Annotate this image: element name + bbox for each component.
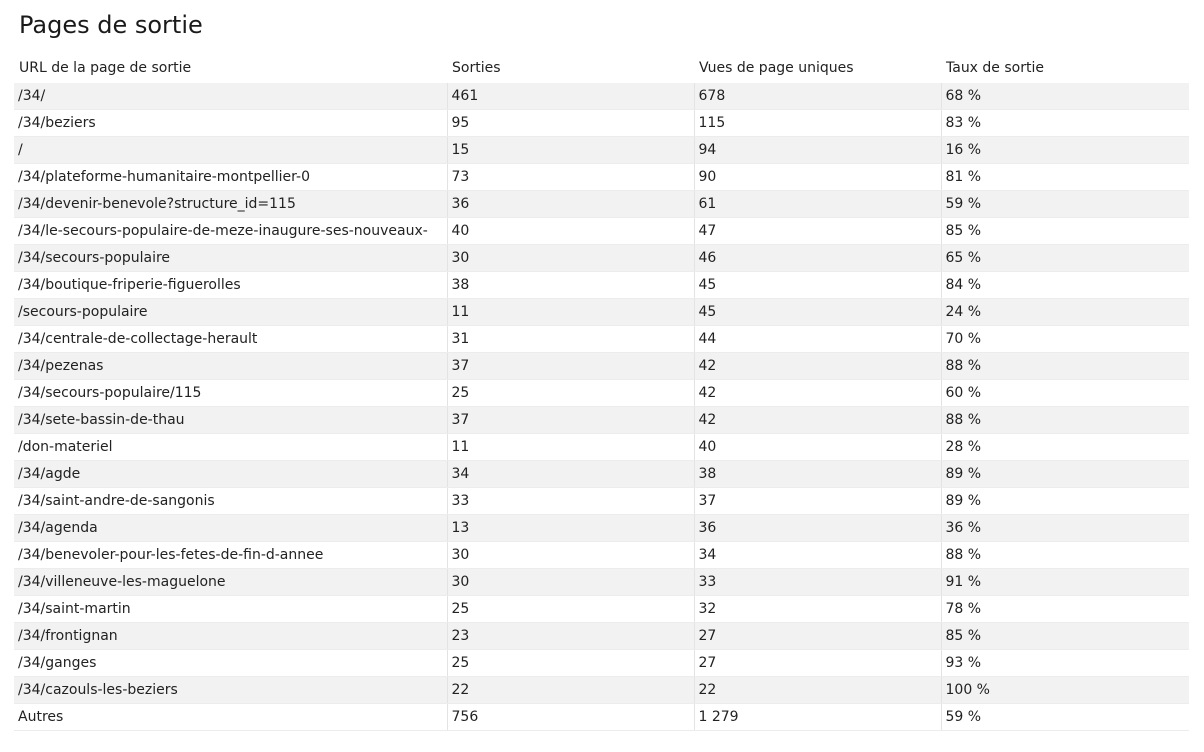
cell-exits: 15	[447, 137, 694, 164]
cell-exits: 461	[447, 83, 694, 110]
cell-exit-rate: 88 %	[941, 542, 1189, 569]
cell-url[interactable]: /34/pezenas	[14, 353, 447, 380]
table-row	[14, 596, 1189, 623]
cell-unique-views: 61	[694, 191, 941, 218]
cell-exits: 30	[447, 569, 694, 596]
cell-url[interactable]: /34/sete-bassin-de-thau	[14, 407, 447, 434]
cell-url[interactable]: /34/le-secours-populaire-de-meze-inaugure-ses-nouveaux-	[14, 218, 447, 245]
table-row	[14, 326, 1189, 353]
cell-url[interactable]: /34/boutique-friperie-figuerolles	[14, 272, 447, 299]
table-row	[14, 299, 1189, 326]
cell-url[interactable]: /34/devenir-benevole?structure_id=115	[14, 191, 447, 218]
cell-url[interactable]: /34/saint-andre-de-sangonis	[14, 488, 447, 515]
cell-url[interactable]: /34/centrale-de-collectage-herault	[14, 326, 447, 353]
cell-unique-views: 45	[694, 299, 941, 326]
cell-exits: 40	[447, 218, 694, 245]
table-row	[14, 461, 1189, 488]
table-row	[14, 677, 1189, 704]
cell-exits: 37	[447, 407, 694, 434]
cell-unique-views: 44	[694, 326, 941, 353]
cell-unique-views: 37	[694, 488, 941, 515]
cell-url[interactable]: /34/plateforme-humanitaire-montpellier-0	[14, 164, 447, 191]
cell-exits: 30	[447, 542, 694, 569]
cell-unique-views: 94	[694, 137, 941, 164]
table-row	[14, 353, 1189, 380]
table-header	[14, 52, 1189, 83]
table-row	[14, 623, 1189, 650]
cell-url[interactable]: /34/saint-martin	[14, 596, 447, 623]
table-row	[14, 137, 1189, 164]
cell-exits: 73	[447, 164, 694, 191]
cell-exit-rate: 16 %	[941, 137, 1189, 164]
cell-url[interactable]: /34/secours-populaire	[14, 245, 447, 272]
cell-exits: 37	[447, 353, 694, 380]
cell-exit-rate: 78 %	[941, 596, 1189, 623]
cell-exits: 34	[447, 461, 694, 488]
table-row	[14, 704, 1189, 731]
cell-exit-rate: 28 %	[941, 434, 1189, 461]
cell-exit-rate: 88 %	[941, 353, 1189, 380]
cell-exits: 95	[447, 110, 694, 137]
cell-url[interactable]: /34/agenda	[14, 515, 447, 542]
cell-exit-rate: 24 %	[941, 299, 1189, 326]
cell-exit-rate: 65 %	[941, 245, 1189, 272]
cell-url[interactable]: /34/ganges	[14, 650, 447, 677]
table-row	[14, 218, 1189, 245]
table-row	[14, 542, 1189, 569]
cell-unique-views: 36	[694, 515, 941, 542]
cell-url[interactable]: /34/beziers	[14, 110, 447, 137]
cell-unique-views: 115	[694, 110, 941, 137]
cell-exits: 25	[447, 650, 694, 677]
table-row	[14, 407, 1189, 434]
cell-unique-views: 33	[694, 569, 941, 596]
cell-exit-rate: 84 %	[941, 272, 1189, 299]
table-row	[14, 434, 1189, 461]
cell-url[interactable]: /	[14, 137, 447, 164]
column-header-exit-rate[interactable]: Taux de sortie	[946, 59, 1044, 76]
cell-exit-rate: 89 %	[941, 461, 1189, 488]
table-row	[14, 110, 1189, 137]
cell-exit-rate: 81 %	[941, 164, 1189, 191]
cell-unique-views: 38	[694, 461, 941, 488]
table-row	[14, 380, 1189, 407]
cell-unique-views: 42	[694, 407, 941, 434]
cell-unique-views: 27	[694, 623, 941, 650]
cell-url[interactable]: /34/benevoler-pour-les-fetes-de-fin-d-annee	[14, 542, 447, 569]
cell-exit-rate: 36 %	[941, 515, 1189, 542]
column-header-exits[interactable]: Sorties	[452, 59, 501, 76]
cell-unique-views: 90	[694, 164, 941, 191]
cell-url[interactable]: /secours-populaire	[14, 299, 447, 326]
cell-exit-rate: 100 %	[941, 677, 1189, 704]
table-row	[14, 569, 1189, 596]
cell-exit-rate: 93 %	[941, 650, 1189, 677]
cell-unique-views: 46	[694, 245, 941, 272]
cell-exits: 30	[447, 245, 694, 272]
cell-unique-views: 32	[694, 596, 941, 623]
header-row	[14, 52, 1189, 83]
cell-unique-views: 47	[694, 218, 941, 245]
cell-exits: 31	[447, 326, 694, 353]
cell-unique-views: 1 279	[694, 704, 941, 731]
cell-exits: 22	[447, 677, 694, 704]
cell-unique-views: 22	[694, 677, 941, 704]
cell-unique-views: 678	[694, 83, 941, 110]
table-row	[14, 191, 1189, 218]
cell-exits: 25	[447, 596, 694, 623]
cell-exits: 11	[447, 299, 694, 326]
cell-exit-rate: 59 %	[941, 704, 1189, 731]
cell-unique-views: 34	[694, 542, 941, 569]
cell-unique-views: 27	[694, 650, 941, 677]
cell-exits: 33	[447, 488, 694, 515]
cell-exit-rate: 91 %	[941, 569, 1189, 596]
exit-pages-table	[14, 52, 1189, 731]
cell-unique-views: 45	[694, 272, 941, 299]
cell-exit-rate: 85 %	[941, 623, 1189, 650]
cell-url[interactable]: Autres	[14, 704, 447, 731]
cell-exits: 13	[447, 515, 694, 542]
table-row	[14, 650, 1189, 677]
cell-url[interactable]: /34/frontignan	[14, 623, 447, 650]
cell-exits: 756	[447, 704, 694, 731]
table-row	[14, 245, 1189, 272]
cell-url[interactable]: /34/agde	[14, 461, 447, 488]
table-row	[14, 515, 1189, 542]
cell-exits: 25	[447, 380, 694, 407]
cell-exit-rate: 60 %	[941, 380, 1189, 407]
cell-url[interactable]: /34/villeneuve-les-maguelone	[14, 569, 447, 596]
cell-url[interactable]: /34/cazouls-les-beziers	[14, 677, 447, 704]
column-header-unique-views[interactable]: Vues de page uniques	[699, 59, 854, 76]
table-row	[14, 83, 1189, 110]
page-title: Pages de sortie	[19, 11, 203, 39]
cell-exit-rate: 88 %	[941, 407, 1189, 434]
cell-exit-rate: 83 %	[941, 110, 1189, 137]
cell-url[interactable]: /don-materiel	[14, 434, 447, 461]
column-header-url[interactable]: URL de la page de sortie	[19, 59, 192, 76]
table-row	[14, 164, 1189, 191]
cell-exits: 36	[447, 191, 694, 218]
cell-exits: 23	[447, 623, 694, 650]
cell-exits: 11	[447, 434, 694, 461]
cell-unique-views: 42	[694, 380, 941, 407]
cell-exit-rate: 68 %	[941, 83, 1189, 110]
cell-exit-rate: 89 %	[941, 488, 1189, 515]
cell-url[interactable]: /34/	[14, 83, 447, 110]
cell-exit-rate: 70 %	[941, 326, 1189, 353]
cell-exit-rate: 59 %	[941, 191, 1189, 218]
cell-exits: 38	[447, 272, 694, 299]
table-row	[14, 272, 1189, 299]
cell-exit-rate: 85 %	[941, 218, 1189, 245]
cell-unique-views: 42	[694, 353, 941, 380]
cell-unique-views: 40	[694, 434, 941, 461]
table-row	[14, 488, 1189, 515]
cell-url[interactable]: /34/secours-populaire/115	[14, 380, 447, 407]
table-body	[14, 83, 1189, 731]
